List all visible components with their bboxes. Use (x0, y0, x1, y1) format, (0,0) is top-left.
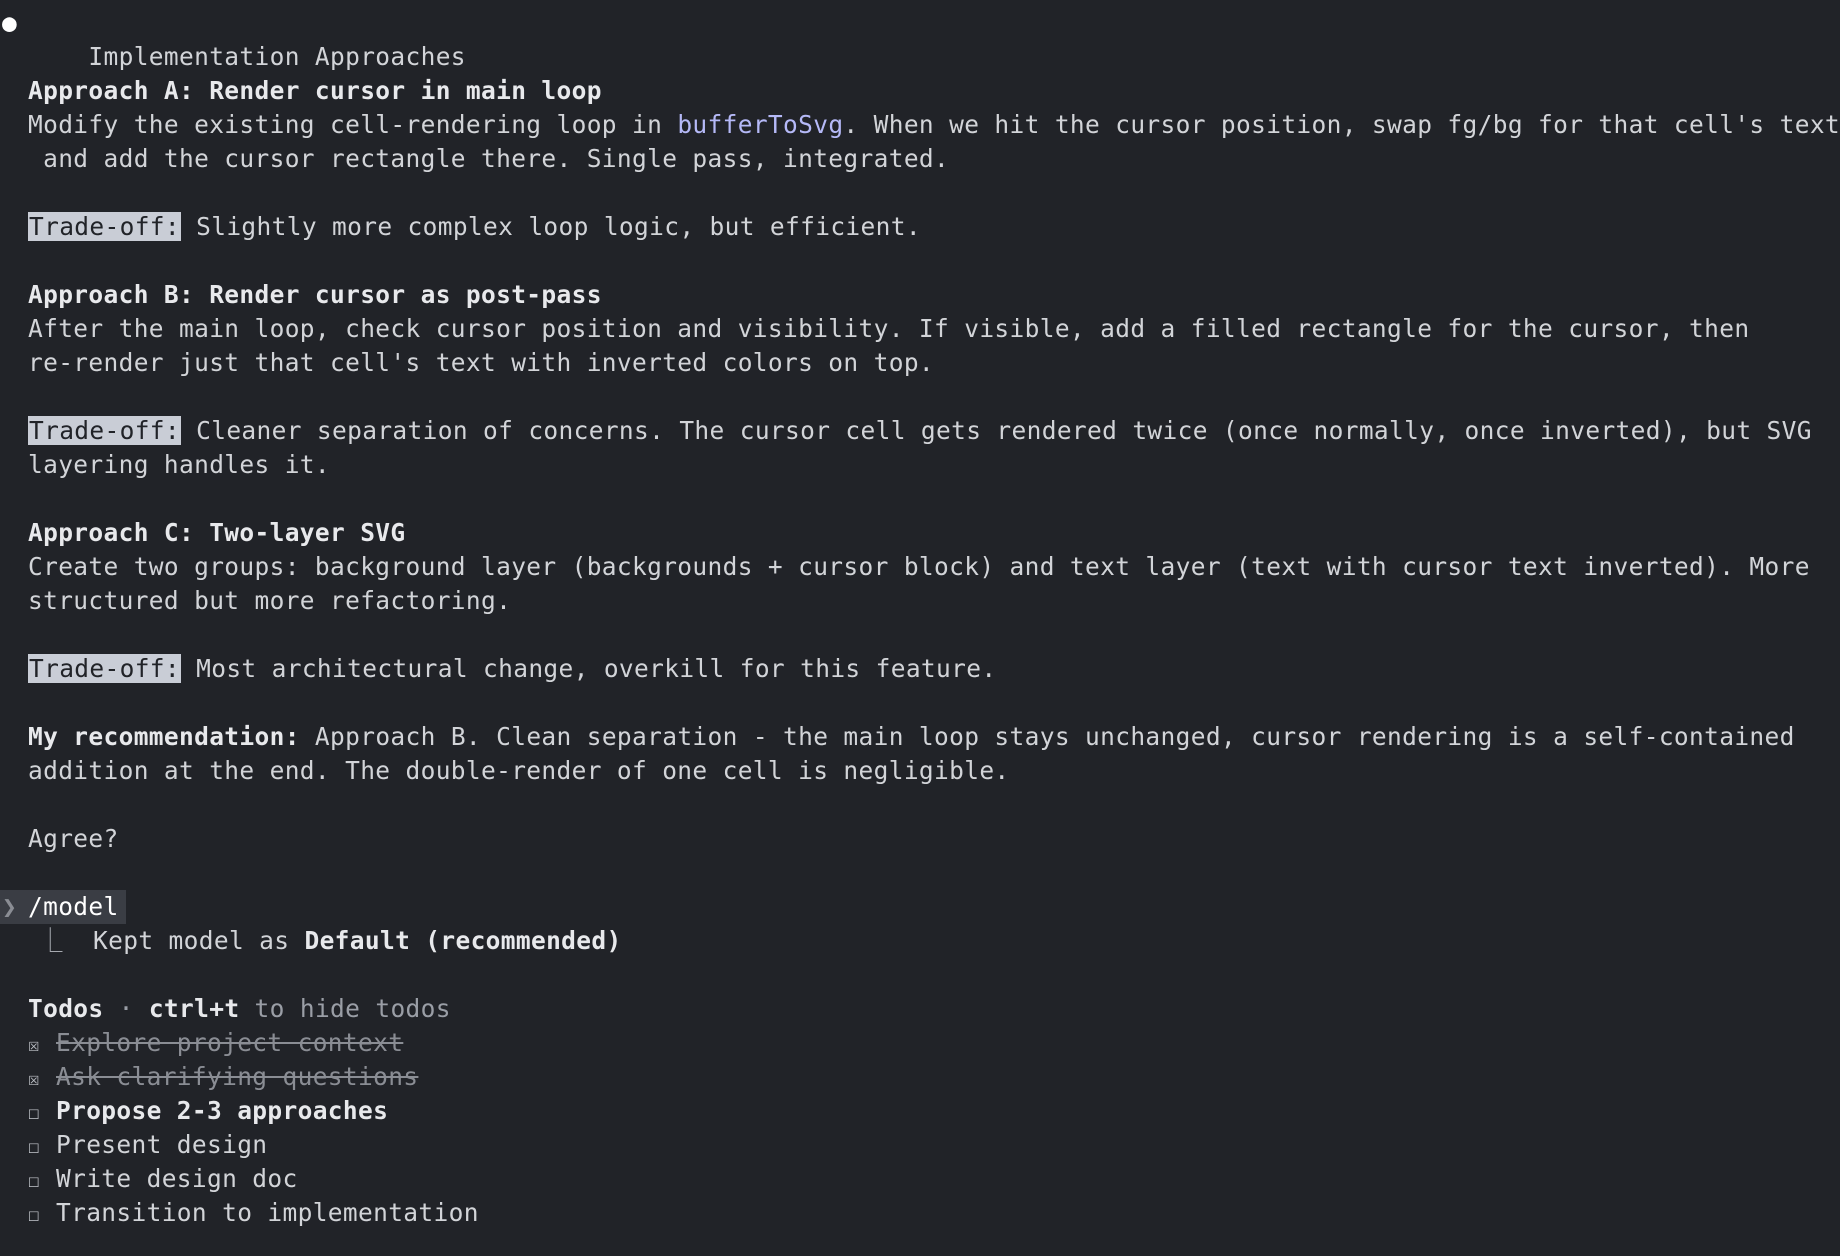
tradeoff-label: Trade-off: (29, 654, 181, 683)
todos-shortcut: ctrl+t (148, 994, 240, 1023)
section-title-line (0, 6, 1704, 71)
approach-c-line1: Create two groups: background layer (backgrounds + cursor block) and text layer (text with cursor text inverted). More (28, 552, 1810, 581)
todo-item-write-doc[interactable] (0, 1162, 1704, 1196)
recommendation-line1: My recommendation: Approach B. Clean separation - the main loop stays unchanged, cursor rendering is a self-contained (28, 722, 1795, 751)
approach-b-title: Approach B: Render cursor as post-pass (28, 280, 602, 309)
recommendation-line2: addition at the end. The double-render of one cell is negligible. (28, 756, 1010, 785)
todo-item-transition[interactable] (0, 1196, 1704, 1230)
recommendation-label: My recommendation: (28, 722, 300, 751)
command-entry[interactable] (0, 890, 1704, 924)
command-text: /model (28, 892, 119, 921)
code-identifier: bufferToSvg (677, 110, 844, 139)
approach-a-line1: Modify the existing cell-rendering loop in bufferToSvg. When we hit the cursor position, swap fg/bg for that cell's text (28, 110, 1840, 139)
checked-box-icon: ☒ (28, 1068, 40, 1090)
todos-label: Todos (28, 994, 104, 1023)
todo-label: Transition to implementation (56, 1198, 479, 1227)
approach-c-title: Approach C: Two-layer SVG (28, 518, 406, 547)
todo-label: Present design (56, 1130, 268, 1159)
tree-branch-icon: ⎿ (38, 926, 63, 955)
approach-a-title: Approach A: Render cursor in main loop (28, 76, 602, 105)
todo-item-present[interactable] (0, 1128, 1704, 1162)
approach-c-tradeoff: Trade-off: Most architectural change, overkill for this feature. (29, 654, 997, 683)
tradeoff-label: Trade-off: (29, 416, 181, 445)
todo-item-explore[interactable] (0, 1026, 1704, 1060)
bullet-icon: ● (2, 8, 18, 37)
chevron-right-icon: ❯ (2, 892, 18, 921)
todo-label: Propose 2-3 approaches (56, 1096, 389, 1125)
section-title: Implementation Approaches (88, 42, 466, 71)
approach-b-line1: After the main loop, check cursor position and visibility. If visible, add a filled rectangle for the cursor, then (28, 314, 1750, 343)
approach-b-line2: re-render just that cell's text with inverted colors on top. (28, 348, 935, 377)
todos-header: Todos · ctrl+t to hide todos (28, 994, 451, 1023)
approach-b-tradeoff: Trade-off: Cleaner separation of concerns. The cursor cell gets rendered twice (once normally, once inverted), but SVG (29, 416, 1812, 445)
approach-a-line2: and add the cursor rectangle there. Single pass, integrated. (28, 144, 950, 173)
tradeoff-label: Trade-off: (29, 212, 181, 241)
approach-a-tradeoff: Trade-off: Slightly more complex loop logic, but efficient. (29, 212, 921, 241)
checked-box-icon: ☒ (28, 1034, 40, 1056)
todo-item-propose[interactable] (0, 1094, 1704, 1128)
unchecked-box-icon: ☐ (28, 1204, 40, 1226)
todo-label: Explore project context (56, 1028, 404, 1057)
todo-label: Ask clarifying questions (56, 1062, 419, 1091)
todo-item-clarify[interactable] (0, 1060, 1704, 1094)
command-result: ⎿ Kept model as Default (recommended) (38, 926, 622, 955)
unchecked-box-icon: ☐ (28, 1136, 40, 1158)
approach-b-tradeoff-cont: layering handles it. (28, 450, 331, 479)
question-text: Agree? (28, 824, 119, 853)
todo-label: Write design doc (56, 1164, 298, 1193)
unchecked-box-icon: ☐ (28, 1170, 40, 1192)
approach-c-line2: structured but more refactoring. (28, 586, 512, 615)
model-name: Default (recommended) (304, 926, 622, 955)
unchecked-box-icon: ☐ (28, 1102, 40, 1124)
